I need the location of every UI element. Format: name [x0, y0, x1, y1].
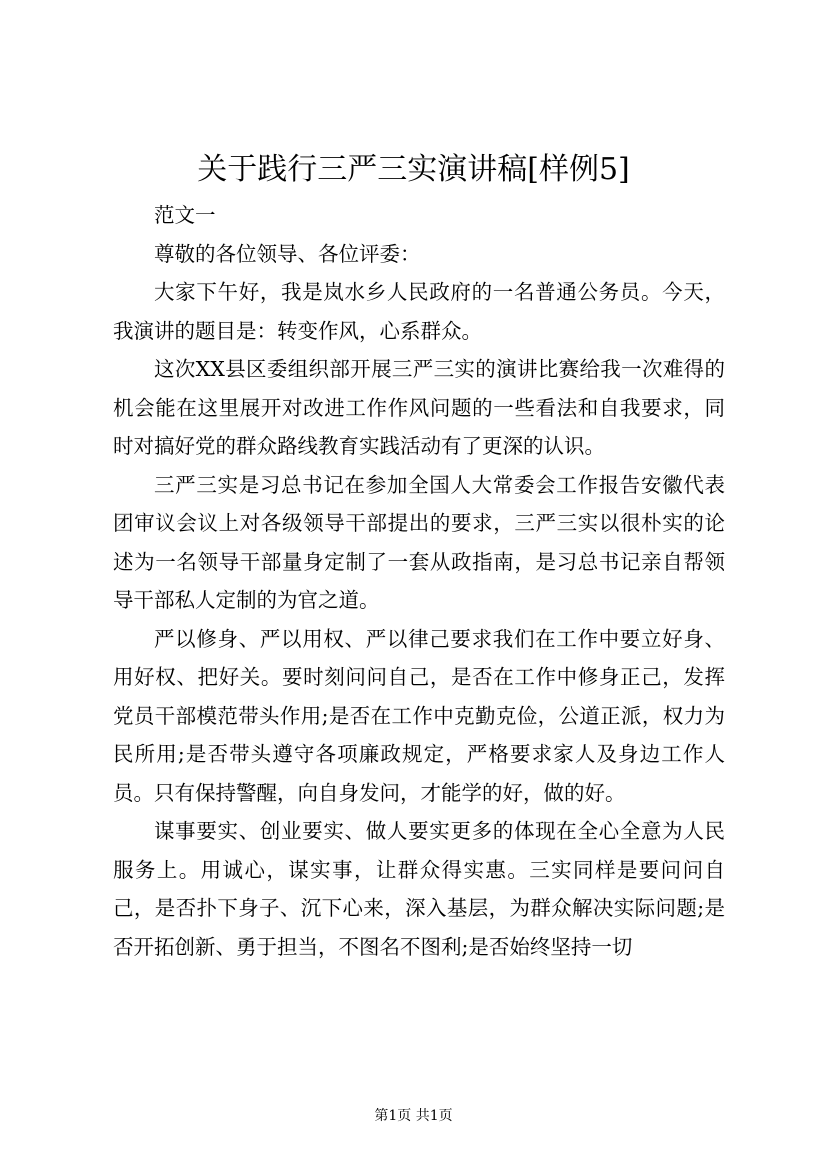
- paragraph-three-stricts-background: 三严三实是习总书记在参加全国人大常委会工作报告安徽代表团审议会议上对各级领导干部提出的要求，三严三实以很朴实的论述为一名领导干部量身定制了一套从政指南，是习总书记亲自帮领导干部私人定制的为官之道。: [113, 472, 725, 612]
- paragraph-greeting-label: 范文一: [154, 203, 216, 227]
- paragraph-salutation: 尊敬的各位领导、各位评委：: [154, 241, 421, 266]
- document-title: 关于践行三严三实演讲稿[样例5]: [197, 152, 630, 187]
- paragraph-occasion: 这次XX县区委组织部开展三严三实的演讲比赛给我一次难得的机会能在这里展开对改进工作作风问题的一些看法和自我要求，同时对搞好党的群众路线教育实践活动有了更深的认识。: [113, 357, 725, 458]
- paragraph-introduction: 大家下午好，我是岚水乡人民政府的一名普通公务员。今天，我演讲的题目是：转变作风，心系群众。: [113, 280, 725, 343]
- page-footer: 第1页 共1页: [374, 1108, 453, 1124]
- document-body: [113, 196, 725, 966]
- paragraph-strictness: 严以修身、严以用权、严以律己要求我们在工作中要立好身、用好权、把好关。要时刻问问自己，是否在工作中修身正己，发挥党员干部模范带头作用;是否在工作中克勤克俭，公道正派，权力为民所用;是否带头遵守各项廉政规定，严格要求家人及身边工作人员。只有保持警醒，向自身发问，才能学的好，做的好。: [113, 626, 725, 805]
- paragraph-practicality: 谋事要实、创业要实、做人要实更多的体现在全心全意为人民服务上。用诚心，谋实事，让群众得实惠。三实同样是要问问自己，是否扑下身子、沉下心来，深入基层，为群众解决实际问题;是否开拓创新、勇于担当，不图名不图利;是否始终坚持一切: [113, 819, 725, 959]
